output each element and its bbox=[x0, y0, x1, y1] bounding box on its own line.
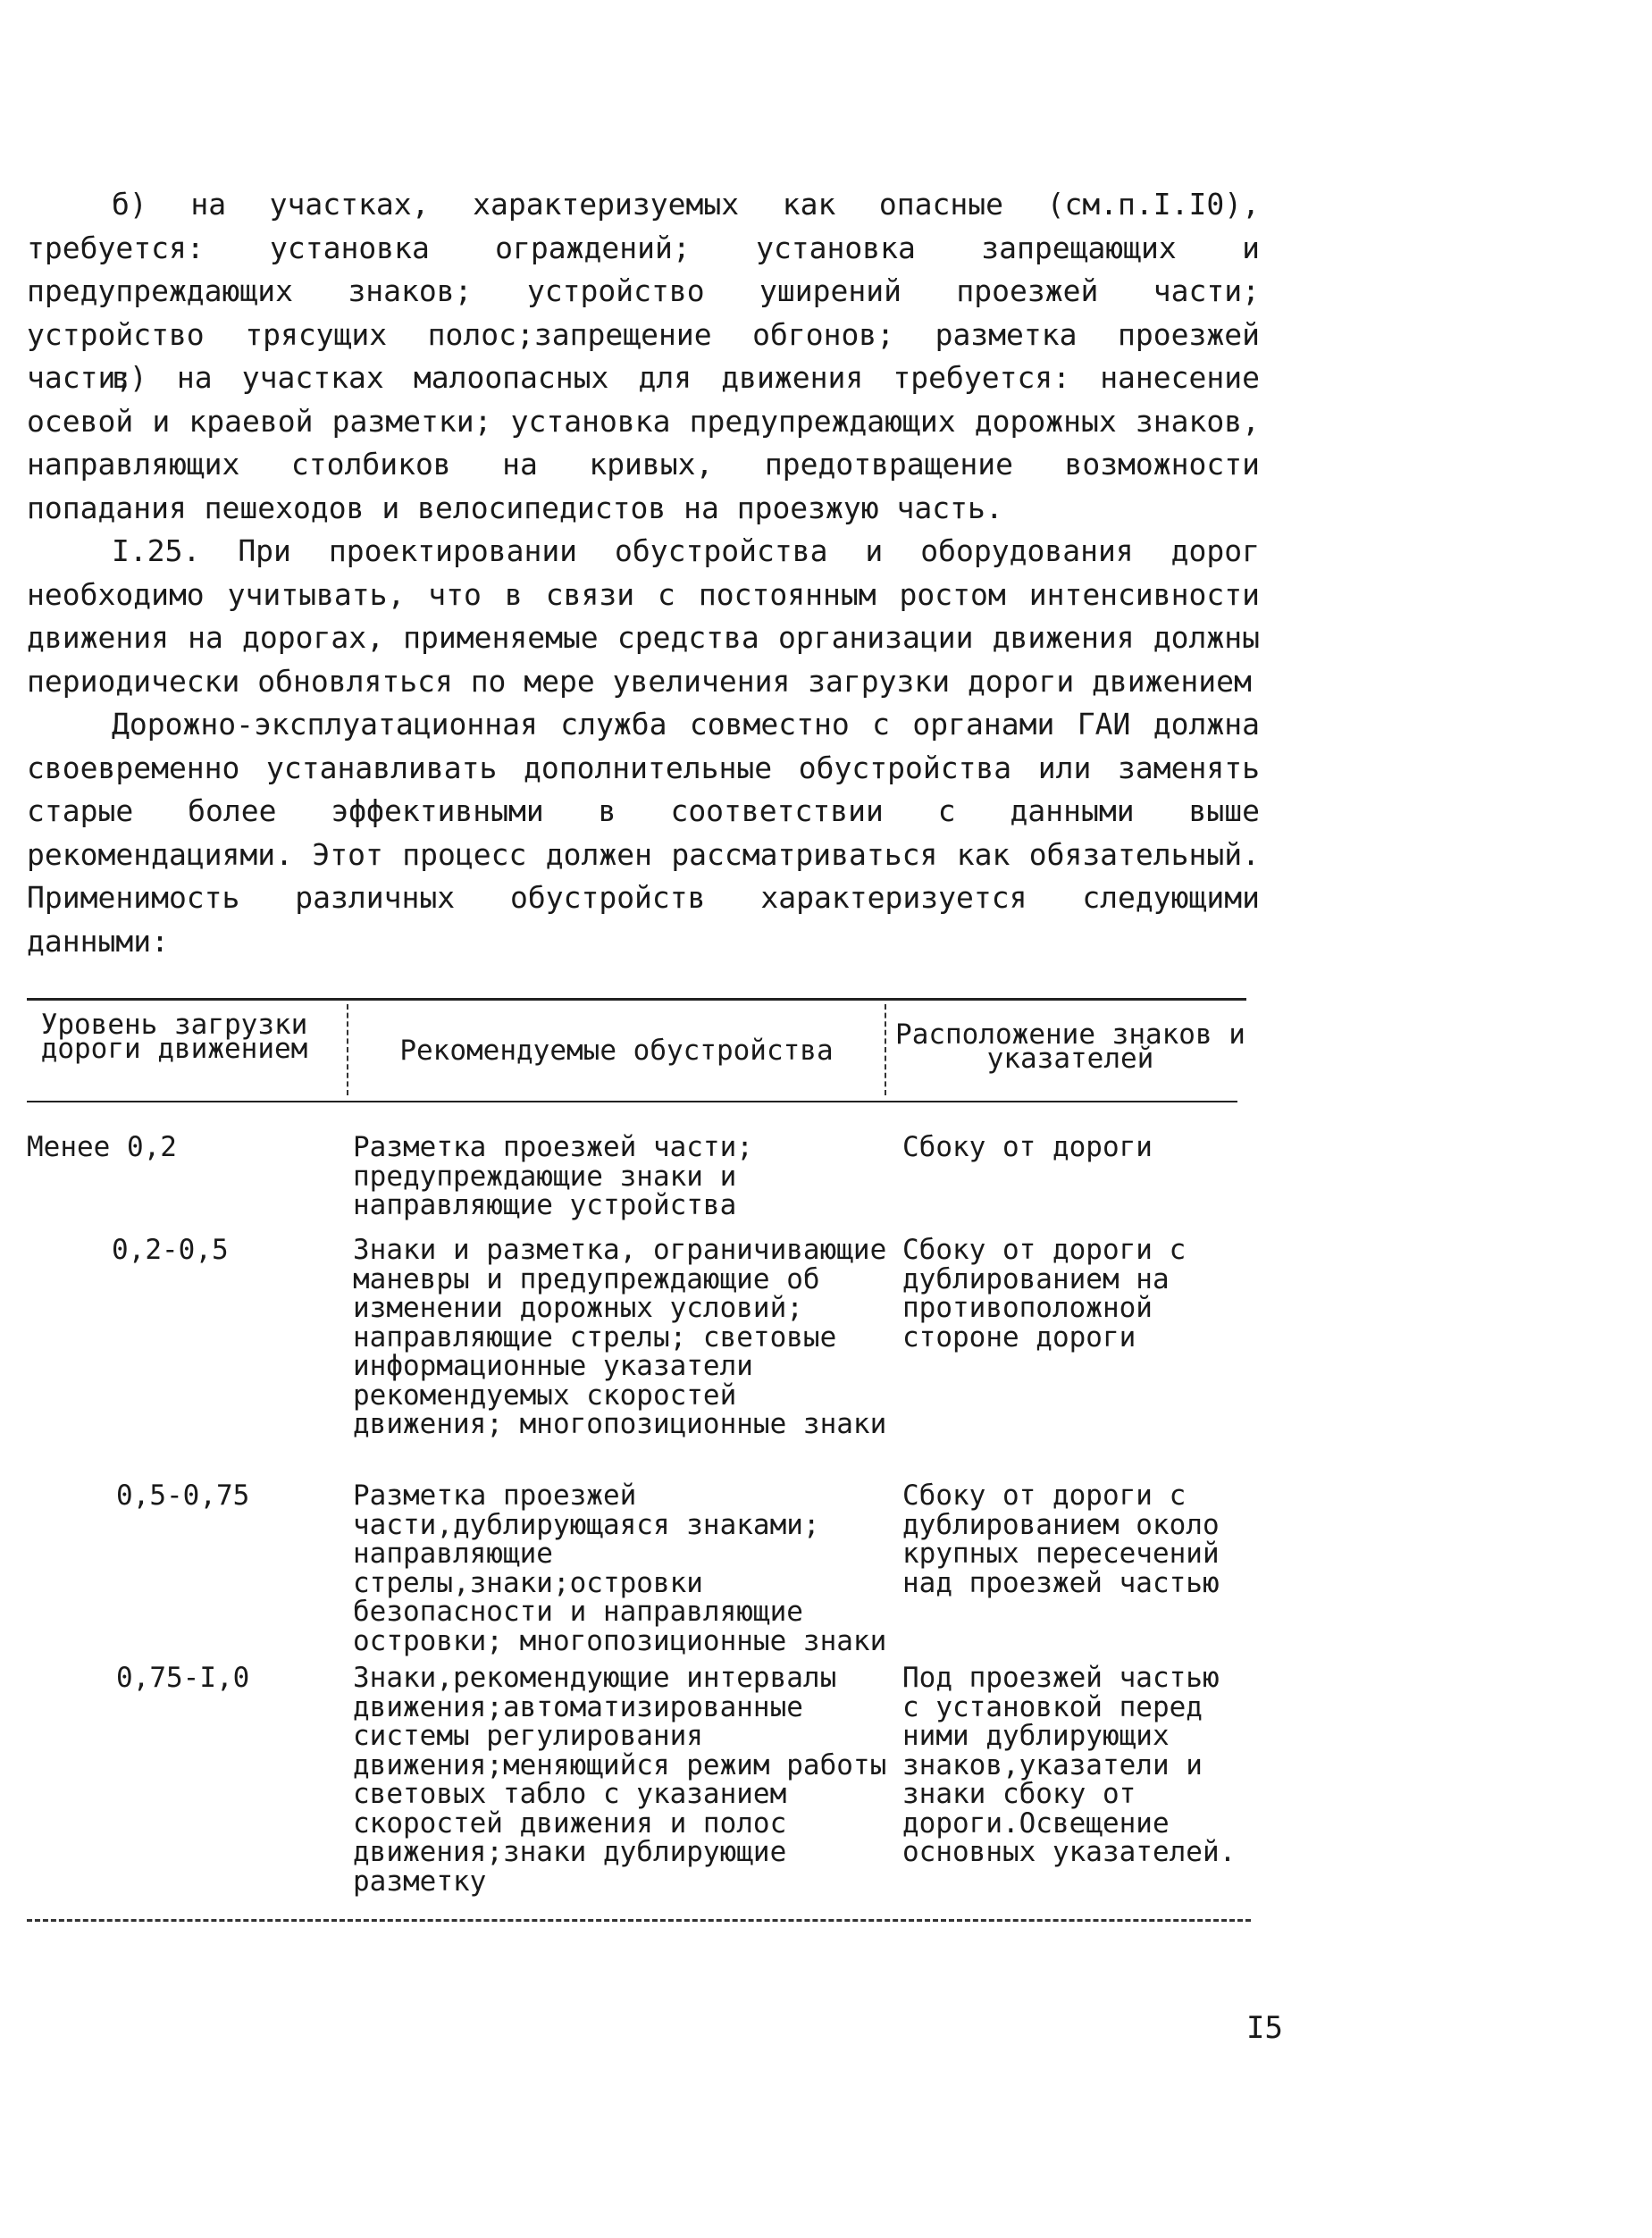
header-level: Уровень загрузки дороги движением bbox=[40, 1009, 308, 1065]
row-level: 0,5-0,75 bbox=[116, 1479, 250, 1512]
row-devices: Знаки,рекомендующие интервалы движения;автоматизированные системы регулирования движения;меняющийся режим работы световых табло с указанием скоростей движения и полос движения;знаки дублирующие разметку bbox=[353, 1662, 887, 1898]
header-bottom-rule bbox=[27, 1101, 1237, 1102]
row-level: 0,75-I,0 bbox=[116, 1662, 250, 1694]
table-top-rule bbox=[27, 998, 1246, 1001]
paragraph-1-25: I.25. При проектировании обустройства и оборудования дорог необходимо учитывать, что в связи с постоянным ростом интенсивности движения на дорогах, применяемые средства организации движения должны периодически обновляться по мере увеличения загрузки дороги движением bbox=[27, 533, 1260, 699]
header-divider bbox=[885, 1004, 886, 1095]
row-location: Сбоку от дороги bbox=[902, 1131, 1153, 1163]
paragraph-v: в) на участках малоопасных для движения требуется: нанесение осевой и краевой разметки; установка предупреждающих дорожных знаков, направляющих столбиков на кривых, предотвращение возможности попадания пешеходов и велосипедистов на проезжую часть. bbox=[27, 360, 1260, 525]
row-location: Под проезжей частью с установкой перед ними дублирующих знаков,указатели и знаки сбоку от дороги.Освещение основных указателей. bbox=[902, 1662, 1237, 1868]
row-location: Сбоку от дороги с дублированием около крупных пересечений над проезжей частью bbox=[902, 1479, 1220, 1599]
paragraph-service: Дорожно-эксплуатационная служба совместно с органами ГАИ должна своевременно устанавливать дополнительные обустройства или заменять старые более эффективными в соответствии с данными выше рекомендациями. Этот процесс должен рассматриваться как обязательный. Применимость различных обустройств характеризуется следующими данными: bbox=[27, 707, 1260, 959]
row-devices: Знаки и разметка, ограничивающие маневры и предупреждающие об изменении дорожных условий; направляющие стрелы; световые информационные указатели рекомендуемых скоростей движения; многопозиционные знаки bbox=[353, 1234, 887, 1440]
paragraph-b: б) на участках, характеризуемых как опасные (см.п.I.I0), требуется: установка ограждений; установка запрещающих и предупреждающих знаков; устройство уширений проезжей части; устройство трясущих полос;запрещение обгонов; разметка проезжей части; bbox=[27, 187, 1260, 395]
row-devices: Разметка проезжей части,дублирующаяся знаками; направляющие стрелы,знаки;островки безопасности и направляющие островки; многопозиционные знаки bbox=[353, 1479, 887, 1657]
row-location: Сбоку от дороги с дублированием на противоположной стороне дороги bbox=[902, 1234, 1187, 1354]
row-devices: Разметка проезжей части; предупреждающие знаки и направляющие устройства bbox=[353, 1131, 753, 1221]
row-level: Менее 0,2 bbox=[27, 1131, 177, 1163]
header-devices: Рекомендуемые обустройства bbox=[399, 1035, 834, 1067]
header-location: Расположение знаков и указателей bbox=[895, 1018, 1245, 1075]
row-level: 0,2-0,5 bbox=[112, 1234, 229, 1266]
table-bottom-rule bbox=[27, 1919, 1251, 1922]
page-number: I5 bbox=[1246, 2010, 1283, 2046]
header-divider bbox=[347, 1004, 348, 1095]
